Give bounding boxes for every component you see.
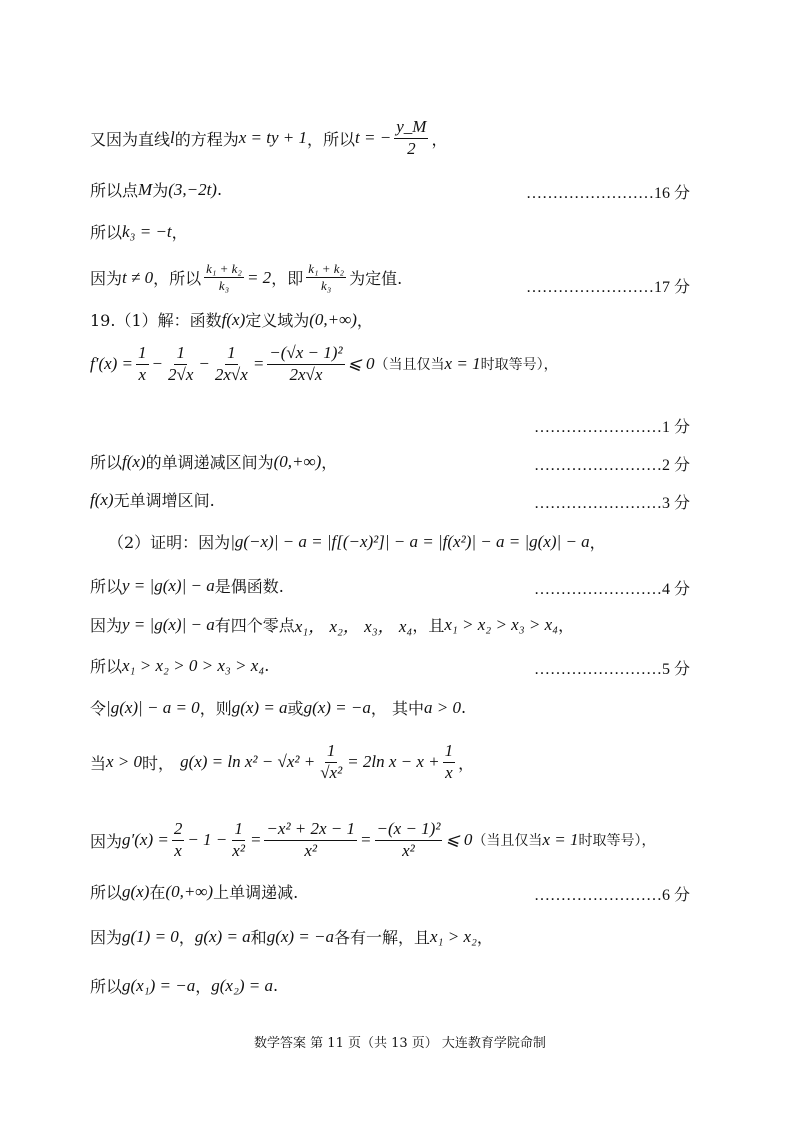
score-6: ……………………6 分 xyxy=(533,887,690,904)
math: x₁ > x₂ > x₃ > x₄ xyxy=(444,614,559,634)
fraction-denominator: k₃ xyxy=(320,278,332,294)
fraction-denominator: x² xyxy=(232,840,245,860)
text: ，则 xyxy=(199,699,232,718)
math: g(x₂) = a xyxy=(211,975,274,995)
text: 所以 xyxy=(90,977,123,996)
text: 无单调增区间. xyxy=(113,491,215,510)
text: ，所以 xyxy=(153,269,202,289)
fraction-denominator: k₃ xyxy=(218,278,230,294)
text: 为 xyxy=(152,181,169,200)
fraction xyxy=(394,118,428,158)
text: . xyxy=(273,976,279,995)
text: 定义域为 xyxy=(245,311,310,330)
fraction-denominator: 2x√x xyxy=(214,364,248,384)
math: x > 0 xyxy=(106,752,143,772)
math: a > 0 xyxy=(423,697,461,717)
line-2 xyxy=(90,178,222,201)
fraction xyxy=(306,262,346,294)
text: 各有一解，且 xyxy=(334,928,431,947)
line-11 xyxy=(90,574,284,597)
line-4 xyxy=(90,262,402,294)
fraction-denominator: x² xyxy=(402,840,415,860)
fraction xyxy=(264,820,357,860)
fraction-numerator: 2 xyxy=(172,820,185,841)
score-17: ……………………17 分 xyxy=(525,279,690,296)
math: = 2 xyxy=(246,267,272,287)
math: x = ty + 1 xyxy=(238,128,308,148)
fraction-numerator: 1 xyxy=(136,344,149,365)
text: 上单调递减. xyxy=(213,883,299,902)
text: ， xyxy=(431,129,448,149)
text: 有四个零点 xyxy=(214,616,295,635)
fraction-numerator: 1 xyxy=(325,742,338,763)
fraction-numerator: 1 xyxy=(174,344,187,365)
line-13 xyxy=(90,654,269,677)
math: g(1) = 0 xyxy=(122,926,179,946)
fraction-numerator: −(√x − 1)² xyxy=(267,344,344,365)
text: ， 其中 xyxy=(370,699,424,718)
fraction xyxy=(318,742,344,782)
text: 当 xyxy=(90,753,107,773)
math: g(x) = ln x² − √x² + xyxy=(180,752,316,772)
text: 所以 xyxy=(90,577,123,596)
line-19 xyxy=(90,974,278,997)
text: ，且 xyxy=(412,616,445,635)
page-footer: 数学答案 第 11 页（共 13 页） 大连教育学院命制 xyxy=(254,1036,546,1051)
text: 令 xyxy=(90,699,107,718)
math: x = 1 xyxy=(542,830,579,850)
text: 所以 xyxy=(90,453,123,472)
text: 19.（1）解：函数 xyxy=(90,311,222,330)
math: t = − xyxy=(355,128,392,148)
text: 所以 xyxy=(90,657,123,676)
fraction xyxy=(267,344,344,384)
math: l xyxy=(170,128,175,148)
fraction xyxy=(443,742,456,782)
fraction-denominator: 2 xyxy=(407,138,416,158)
line-10 xyxy=(108,530,606,553)
line-5 xyxy=(90,308,373,331)
math: g(x₁) = −a xyxy=(122,975,196,995)
text: 的单调递减区间为 xyxy=(145,453,274,472)
math: |g(x)| − a = 0 xyxy=(106,697,200,717)
text: . xyxy=(216,180,223,199)
text: 时取等号）， xyxy=(578,833,656,850)
line-6 xyxy=(90,344,558,384)
text: ，即 xyxy=(271,269,304,289)
line-3 xyxy=(90,220,188,243)
fraction-denominator: 2√x xyxy=(168,364,194,384)
text: ， xyxy=(476,928,493,947)
fraction-denominator: 2x√x xyxy=(289,364,323,384)
text: ， xyxy=(558,616,575,635)
text: ， xyxy=(321,453,338,472)
fraction xyxy=(136,344,149,384)
text: （当且仅当 xyxy=(374,357,445,374)
math: (0,+∞) xyxy=(273,451,322,471)
fraction xyxy=(375,820,443,860)
fraction-denominator: x xyxy=(445,762,453,782)
line-15 xyxy=(90,742,474,782)
fraction-denominator: x xyxy=(174,840,182,860)
text: ，所以 xyxy=(307,129,356,149)
fraction-numerator: k₁ + k₂ xyxy=(204,262,244,278)
math: ⩽ 0 xyxy=(347,354,375,374)
math: (3,−2t) xyxy=(168,179,217,199)
line-12 xyxy=(90,612,574,637)
fraction-denominator: x xyxy=(138,364,147,384)
math: − xyxy=(198,354,210,374)
fraction xyxy=(213,344,250,384)
fraction-numerator: 1 xyxy=(225,344,238,365)
math: M xyxy=(138,179,153,199)
line-1 xyxy=(90,118,447,158)
text: 所以 xyxy=(90,223,123,242)
math: f′(x) = xyxy=(90,354,134,374)
math: y = |g(x)| − a xyxy=(122,614,215,634)
math: f(x) xyxy=(122,451,146,471)
score-5: ……………………5 分 xyxy=(533,661,690,678)
math: g(x) = −a xyxy=(266,926,334,946)
math: (0,+∞) xyxy=(309,309,357,329)
math: − xyxy=(151,354,164,374)
text: 时取等号）， xyxy=(480,357,558,374)
text: 因为 xyxy=(90,831,123,851)
fraction xyxy=(166,344,195,384)
line-14 xyxy=(90,696,466,719)
text: （当且仅当 xyxy=(472,833,543,850)
text: 又因为直线 xyxy=(90,129,171,149)
math: t ≠ 0 xyxy=(122,267,154,287)
math: = 2ln x − x + xyxy=(347,752,440,772)
score-3: ……………………3 分 xyxy=(533,495,690,512)
fraction xyxy=(230,820,247,860)
text: 因为 xyxy=(90,269,123,289)
fraction-numerator: 1 xyxy=(232,820,245,841)
math: = xyxy=(249,830,262,850)
line-16 xyxy=(90,820,655,860)
score-1: ……………………1 分 xyxy=(533,419,690,436)
math: k₃ = −t xyxy=(122,221,172,241)
score-2: ……………………2 分 xyxy=(533,457,690,474)
fraction-denominator: x² xyxy=(304,840,318,860)
fraction-numerator: 1 xyxy=(443,742,456,763)
math: g(x) = a xyxy=(231,697,288,717)
text: （2）证明：因为 xyxy=(108,533,231,552)
math: = xyxy=(360,830,372,850)
line-9 xyxy=(90,488,215,511)
text: 的方程为 xyxy=(174,129,239,149)
fraction-numerator: −x² + 2x − 1 xyxy=(264,820,357,841)
line-8 xyxy=(90,450,337,473)
math: x = 1 xyxy=(444,354,481,374)
math: g′(x) = xyxy=(122,830,169,850)
text: 是偶函数. xyxy=(214,577,284,596)
text: 时， xyxy=(142,753,175,773)
math: g(x) = a xyxy=(194,926,251,946)
text: 所以点 xyxy=(90,181,139,200)
text: . xyxy=(460,698,467,717)
math: g(x) xyxy=(122,881,150,901)
score-16: ……………………16 分 xyxy=(525,185,690,202)
text: 因为 xyxy=(90,616,123,635)
text: 和 xyxy=(250,928,267,947)
text: ， xyxy=(195,977,212,996)
text: . xyxy=(264,656,270,675)
math: ⩽ 0 xyxy=(445,830,473,850)
math: f(x) xyxy=(221,309,246,329)
text: 因为 xyxy=(90,928,123,947)
fraction-denominator: √x² xyxy=(320,762,343,782)
line-18 xyxy=(90,925,493,948)
math: x₁ > x₂ xyxy=(430,926,477,946)
fraction xyxy=(204,262,244,294)
text: ， xyxy=(356,311,373,330)
math: (0,+∞) xyxy=(165,881,214,901)
text: 在 xyxy=(149,883,166,902)
math: |g(−x)| − a = |f[(−x)²]| − a = |f(x²)| − a = |g(x)| − a xyxy=(230,531,590,551)
fraction xyxy=(172,820,185,860)
math: y = |g(x)| − a xyxy=(122,575,215,595)
text: ， xyxy=(589,533,606,552)
fraction-numerator: y_M xyxy=(394,118,428,139)
text: 所以 xyxy=(90,883,123,902)
text: ， xyxy=(178,928,195,947)
text: ， xyxy=(171,223,188,242)
fraction-numerator: −(x − 1)² xyxy=(375,820,443,841)
text: ， xyxy=(458,753,475,773)
fraction-numerator: k₁ + k₂ xyxy=(306,262,346,278)
math: x₁ > x₂ > 0 > x₃ > x₄ xyxy=(122,655,265,675)
text: 为定值. xyxy=(349,269,403,289)
score-4: ……………………4 分 xyxy=(533,581,690,598)
math: f(x) xyxy=(90,489,114,509)
line-17 xyxy=(90,880,298,903)
math: − 1 − xyxy=(187,830,228,850)
math: g(x) = −a xyxy=(303,697,371,717)
math: x₁， x₂， x₃， x₄ xyxy=(294,617,413,636)
text: 或 xyxy=(287,699,304,718)
math: = xyxy=(252,354,265,374)
